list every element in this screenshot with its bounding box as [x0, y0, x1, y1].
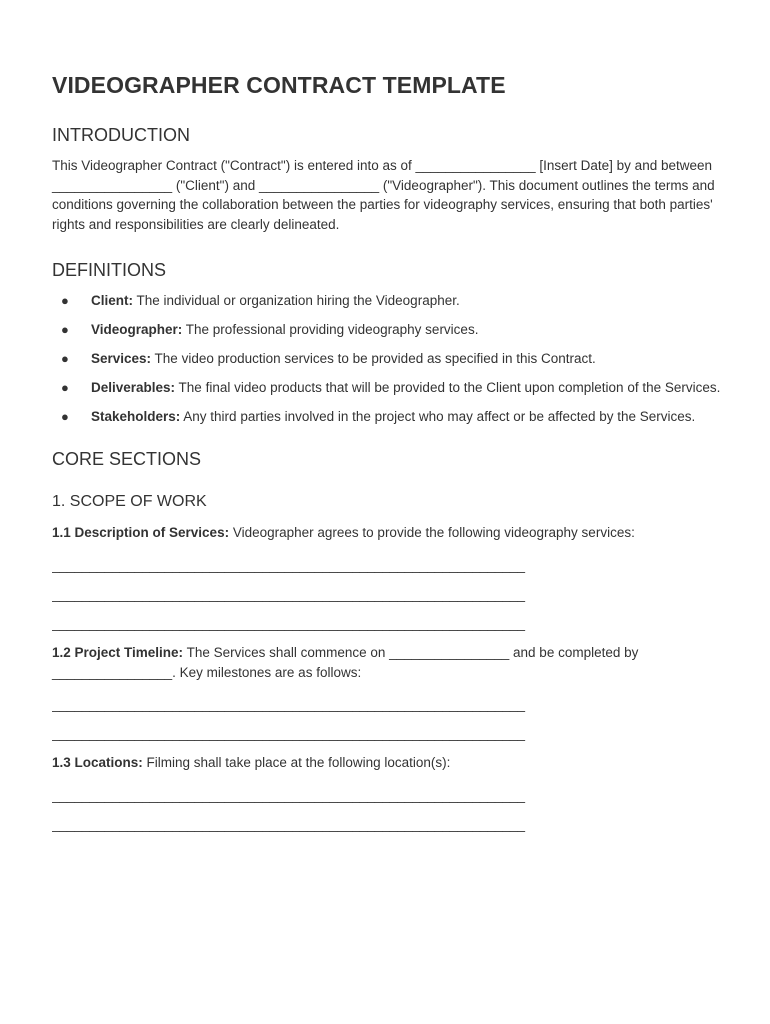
- bullet-icon: ●: [61, 292, 69, 308]
- timeline-label: 1.2 Project Timeline:: [52, 645, 184, 661]
- timeline-blank-lines: [52, 695, 722, 743]
- definition-item: [52, 378, 722, 398]
- fill-in-line[interactable]: _______________________________________________________________: [52, 697, 526, 713]
- definition-term: Client:: [91, 292, 133, 308]
- bullet-icon: ●: [61, 350, 69, 366]
- definition-item: [52, 349, 722, 369]
- core-sections-heading: CORE SECTIONS: [52, 449, 202, 470]
- definition-term: Services:: [91, 350, 152, 366]
- definition-term: Videographer:: [91, 321, 183, 337]
- introduction-heading: INTRODUCTION: [52, 125, 190, 145]
- definitions-list: [52, 291, 722, 427]
- fill-in-line[interactable]: _______________________________________________________________: [52, 817, 526, 833]
- locations-blank-lines: [52, 786, 722, 834]
- fill-in-line[interactable]: _______________________________________________________________: [52, 587, 526, 603]
- bullet-icon: ●: [61, 408, 69, 424]
- fill-in-line[interactable]: _______________________________________________________________: [52, 726, 526, 742]
- definition-term: Stakeholders:: [91, 408, 181, 424]
- definition-term: Deliverables:: [91, 379, 176, 395]
- bullet-icon: ●: [61, 321, 69, 337]
- definition-text: The final video products that will be provided to the Client upon completion of the Services.: [175, 379, 721, 395]
- description-label: 1.1 Description of Services:: [52, 525, 230, 541]
- project-timeline: [52, 643, 722, 682]
- definition-item: [52, 407, 722, 427]
- locations-text: Filming shall take place at the following location(s):: [142, 755, 451, 771]
- timeline-text: The Services shall commence on ________________ and be completed by ________________. Key milestones are as follows:: [52, 645, 639, 680]
- description-of-services: [52, 523, 722, 543]
- locations: [52, 753, 722, 773]
- definition-text: The individual or organization hiring the Videographer.: [133, 292, 460, 308]
- document-title: VIDEOGRAPHER CONTRACT TEMPLATE: [52, 72, 506, 98]
- description-text: Videographer agrees to provide the following videography services:: [229, 525, 635, 541]
- definitions-heading: DEFINITIONS: [52, 259, 167, 280]
- definition-item: [52, 320, 722, 340]
- document-page: [52, 70, 722, 844]
- fill-in-line[interactable]: _______________________________________________________________: [52, 788, 526, 804]
- locations-label: 1.3 Locations:: [52, 755, 143, 771]
- services-blank-lines: [52, 556, 722, 633]
- definition-text: The video production services to be provided as specified in this Contract.: [151, 350, 596, 366]
- introduction-paragraph: This Videographer Contract ("Contract") is entered into as of ________________ [Insert Date] by and between ________________ ("Client") and ________________ ("Videographer"). This document outlines the terms and conditions governing the collaboration between the parties for videography services, ensuring that both parties' rights and responsibilities are clearly delineated.: [52, 158, 715, 233]
- definition-text: The professional providing videography services.: [182, 321, 479, 337]
- bullet-icon: ●: [61, 379, 69, 395]
- fill-in-line[interactable]: _______________________________________________________________: [52, 616, 526, 632]
- scope-of-work-heading: 1. SCOPE OF WORK: [52, 493, 207, 511]
- definition-item: [52, 291, 722, 311]
- fill-in-line[interactable]: _______________________________________________________________: [52, 558, 526, 574]
- definition-text: Any third parties involved in the project who may affect or be affected by the Services.: [180, 408, 696, 424]
